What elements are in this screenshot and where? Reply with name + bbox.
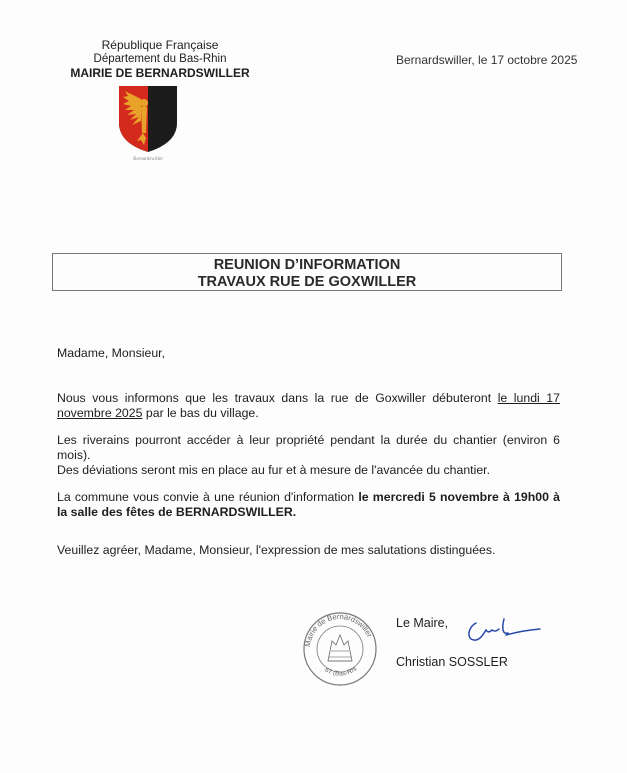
signatory-name: Christian SOSSLER [396,655,508,669]
paragraph-start-date [57,391,560,421]
crest-caption: Bernardswiller [133,157,163,162]
paragraph-access: Les riverains pourront accéder à leur propriété pendant la durée du chantier (environ 6 mois). [57,433,560,462]
republic-line: République Française [101,38,219,52]
meeting-text: La commune vous convie à une réunion d'information [57,490,359,504]
letterhead [62,38,258,80]
signatory-role: Le Maire, [396,616,449,630]
paragraph-detours: Des déviations seront mis en place au fur et à mesure de l'avancée du chantier. [57,463,490,477]
letter-date: Bernardswiller, le 17 octobre 2025 [396,53,578,67]
stamp-top-text: Mairie de Bernardswiller [302,611,375,648]
salutation: Madame, Monsieur, [57,346,165,360]
mairie-stamp-icon [302,611,378,687]
svg-text:Mairie de Bernardswiller [303,612,374,647]
subject-line-1: REUNION D’INFORMATION [213,257,401,273]
department-line: Département du Bas-Rhin [93,53,227,65]
subject-box [52,253,562,291]
handwritten-signature-icon [462,615,542,643]
paragraph-meeting [57,490,560,520]
subject-line-2: TRAVAUX RUE DE GOXWILLER [197,274,417,290]
mairie-name: MAIRIE DE BERNARDSWILLER [70,66,250,80]
start-text: Nous vous informons que les travaux dans la rue de Goxwiller débuteront [57,391,498,405]
start-date: le lundi 17 novembre 2025 [57,391,560,420]
stamp-bottom-text: 67 (Bas-Rhi [323,665,359,678]
meeting-details: le mercredi 5 novembre à 19h00 à la salle des fêtes de BERNARDSWILLER. [57,490,560,519]
start-text-end: par le bas du village. [142,406,259,420]
coat-of-arms-icon [117,85,179,153]
closing: Veuillez agréer, Madame, Monsieur, l'expression de mes salutations distinguées. [57,543,496,557]
